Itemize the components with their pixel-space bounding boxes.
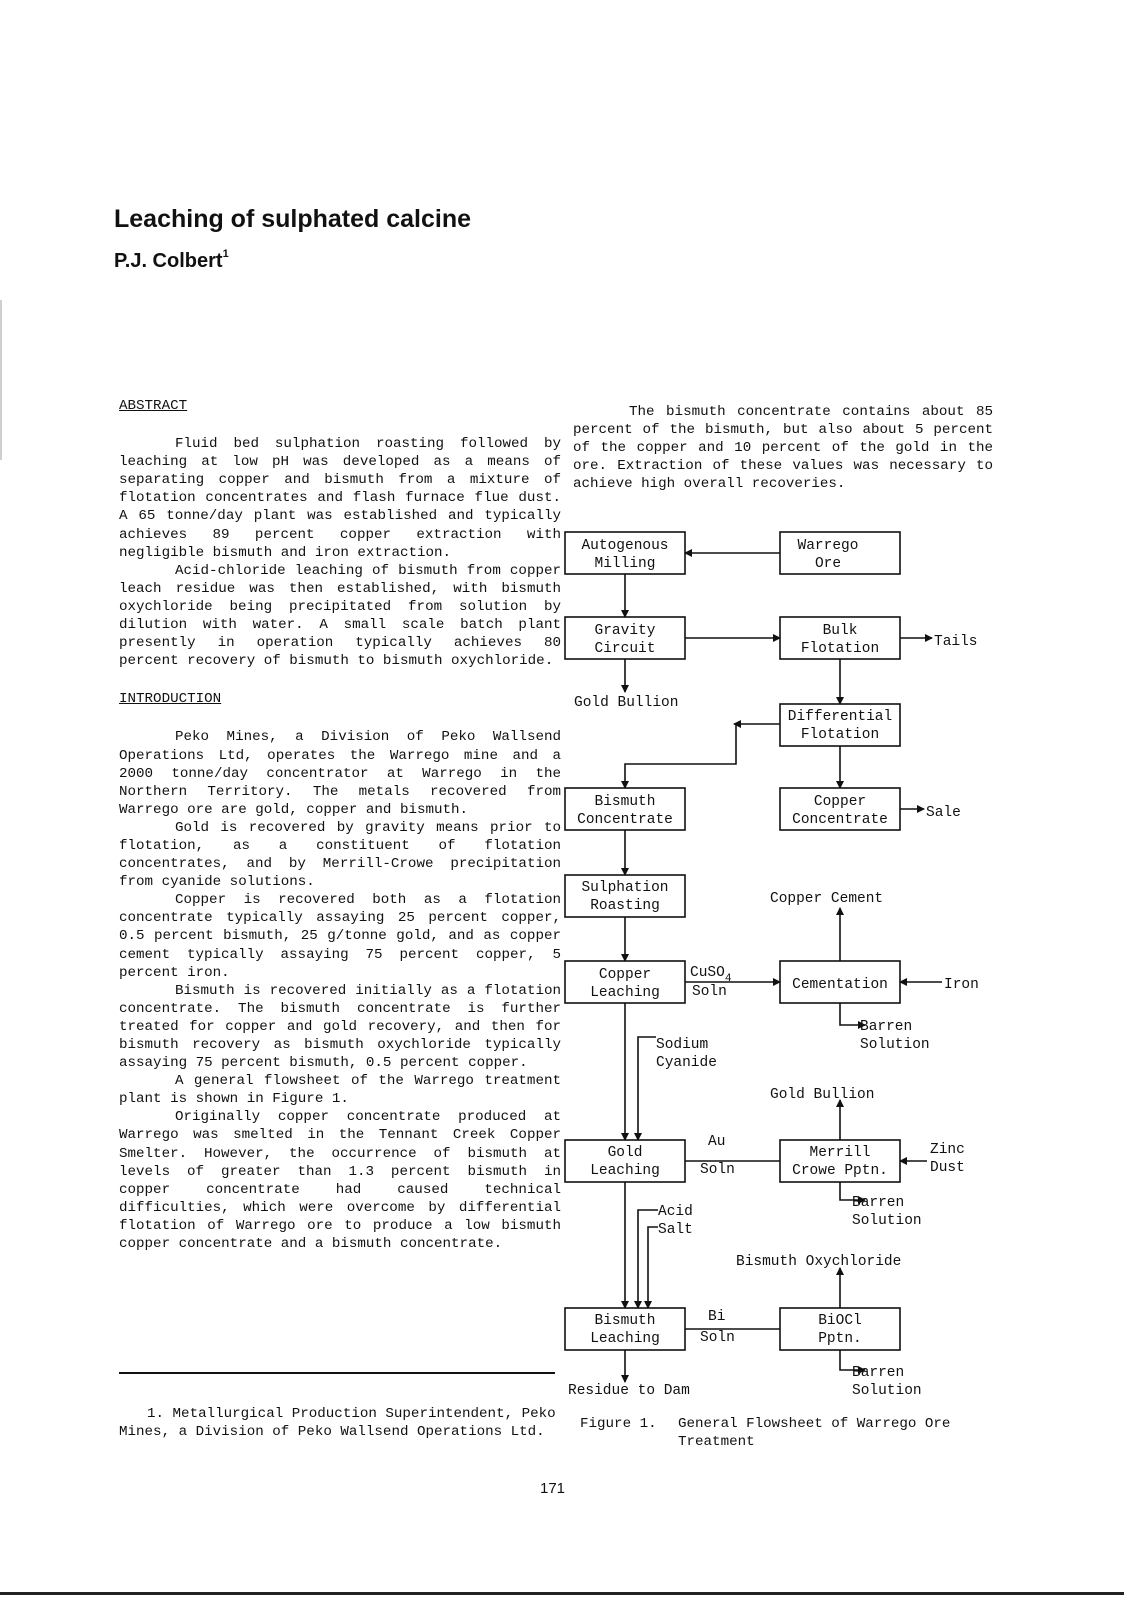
label-cyanide: Cyanide: [656, 1055, 717, 1071]
label-bismuth: Bismuth: [594, 794, 656, 810]
label-salt: Salt: [658, 1222, 693, 1238]
label-cuso4-soln: Soln: [692, 984, 727, 1000]
label-milling: Milling: [594, 556, 656, 572]
label-bi: Bi: [708, 1309, 726, 1325]
introduction-paragraph: Bismuth is recovered initially as a flotation concentrate. The bismuth concentrate is further treated for copper and gold recovery, and then for bismuth recovery as bismuth oxychloride typically assaying 75 percent bismuth, 0.5 percent copper.: [119, 982, 561, 1072]
abstract-paragraph: Acid-chloride leaching of bismuth from copper leach residue was then established, with bismuth oxychloride being precipitated from solution by dilution with water. A small scale batch plant presently in operation typically achieves 80 percent recovery of bismuth to bismuth oxychloride.: [119, 562, 561, 670]
label-copper-cement: Copper Cement: [770, 891, 884, 907]
author-name: P.J. Colbert$^1$: [114, 248, 229, 272]
label-gold: Gold: [607, 1145, 643, 1161]
label-bulk: Bulk: [822, 623, 858, 639]
body-paragraph: The bismuth concentrate contains about 85 percent of the bismuth, but also about 5 percent of the copper and 10 percent of the gold in the ore. Extraction of these values was necessary to achieve high overall recoveries.: [573, 404, 993, 493]
label-gold-bullion-2: Gold Bullion: [770, 1087, 875, 1103]
paper-title: Leaching of sulphated calcine: [114, 205, 472, 233]
scan-bottom-edge: [0, 1592, 1124, 1595]
label-cementation: Cementation: [792, 977, 888, 993]
abstract-heading: ABSTRACT: [119, 398, 188, 414]
label-autogenous: Autogenous: [581, 538, 669, 554]
introduction-paragraph: Copper is recovered both as a flotation concentrate typically assaying 25 percent copper, 0.5 percent bismuth, 25 g/tonne gold, and as copper cement typically assaying 75 percent copper, 5 percent iron.: [119, 892, 561, 981]
label-leaching: Leaching: [590, 985, 660, 1001]
scan-edge-line: [0, 300, 2, 460]
label-barren: Barren: [860, 1019, 913, 1035]
page-number: 171: [540, 1480, 566, 1497]
label-barren-solution-3: Solution: [852, 1383, 922, 1399]
label-copper-leach: Copper: [598, 967, 652, 983]
label-copper: Copper: [813, 794, 867, 810]
label-gold-leaching: Leaching: [590, 1163, 660, 1179]
label-copper-concentrate: Concentrate: [792, 812, 888, 828]
label-au-soln: Soln: [700, 1162, 735, 1178]
introduction-paragraph: Originally copper concentrate produced at Warrego was smelted in the Tennant Creek Copper Smelter. However, the occurrence of bismuth at levels of greater than 1.3 percent bismuth in copper concentrate had caused technical difficulties, which were overcome by differential flotation of Warrego ore to produce a low bismuth copper concentrate and a bismuth concentrate.: [119, 1109, 561, 1253]
label-barren-solution-2: Solution: [852, 1213, 922, 1229]
label-merrill: Merrill: [809, 1145, 871, 1161]
footnote-rule: [119, 1372, 555, 1374]
label-sodium: Sodium: [656, 1037, 709, 1053]
abstract-paragraph: Fluid bed sulphation roasting followed by leaching at low pH was developed as a means of separating copper and bismuth from a mixture of flotation concentrates and flash furnace flue dust. A 65 tonne/day plant was established and typically achieves 89 percent copper extraction with negligible bismuth and iron extraction.: [119, 436, 561, 561]
label-au: Au: [708, 1134, 726, 1150]
label-crowe-pptn: Crowe Pptn.: [792, 1163, 888, 1179]
label-barren-solution: Solution: [860, 1037, 930, 1053]
label-tails: Tails: [934, 634, 978, 650]
label-differential: Differential: [787, 709, 893, 725]
introduction-paragraph: A general flowsheet of the Warrego treatment plant is shown in Figure 1.: [119, 1073, 561, 1108]
label-bismuth-oxychloride: Bismuth Oxychloride: [736, 1254, 902, 1270]
label-bismuth-leach: Bismuth: [594, 1313, 656, 1329]
left-column: [119, 397, 561, 1253]
label-biocl: BiOCl: [818, 1313, 862, 1329]
label-bi-soln: Soln: [700, 1330, 735, 1346]
label-residue: Residue to Dam: [568, 1383, 690, 1399]
label-differential-flotation: Flotation: [800, 727, 880, 743]
label-ore: Ore: [814, 556, 842, 572]
label-gold-bullion: Gold Bullion: [574, 695, 679, 711]
label-bismuth-concentrate: Concentrate: [577, 812, 673, 828]
label-zinc: Zinc: [930, 1142, 965, 1158]
figure-caption-text: General Flowsheet of Warrego Ore Treatment: [678, 1416, 951, 1450]
flowsheet-diagram: [560, 520, 1000, 1410]
author-footnote-mark: 1: [222, 248, 229, 260]
introduction-paragraph: Gold is recovered by gravity means prior to flotation, as a constituent of flotation concentrates, and by Merrill-Crowe precipitation from cyanide solutions.: [119, 819, 561, 891]
introduction-paragraph: Peko Mines, a Division of Peko Wallsend Operations Ltd, operates the Warrego mine and a 2000 tonne/day concentrator at Warrego in the Northern Territory. The metals recovered from Warrego ore are gold, copper and bismuth.: [119, 729, 561, 818]
label-roasting: Roasting: [590, 898, 660, 914]
label-bulk-flotation: Flotation: [800, 641, 880, 657]
right-column-text: [573, 403, 993, 493]
figure-number: Figure 1.: [580, 1416, 657, 1432]
label-sale: Sale: [926, 805, 961, 821]
label-warrego: Warrego: [797, 538, 859, 554]
label-bismuth-leaching: Leaching: [590, 1331, 660, 1347]
label-iron: Iron: [944, 977, 979, 993]
footnote: 1. Metallurgical Production Superintendent, Peko Mines, a Division of Peko Wallsend Operations Ltd.: [119, 1406, 556, 1440]
label-dust: Dust: [930, 1160, 965, 1176]
label-biocl-pptn: Pptn.: [818, 1331, 862, 1347]
label-gravity: Gravity: [594, 623, 656, 639]
introduction-heading: INTRODUCTION: [119, 691, 222, 708]
label-sulphation: Sulphation: [581, 880, 669, 896]
label-cuso4: CuSO$_4$: [690, 965, 732, 985]
label-circuit: Circuit: [594, 641, 656, 657]
label-acid: Acid: [658, 1204, 693, 1220]
label-barren-2: Barren: [852, 1195, 905, 1211]
label-barren-3: Barren: [852, 1365, 905, 1381]
